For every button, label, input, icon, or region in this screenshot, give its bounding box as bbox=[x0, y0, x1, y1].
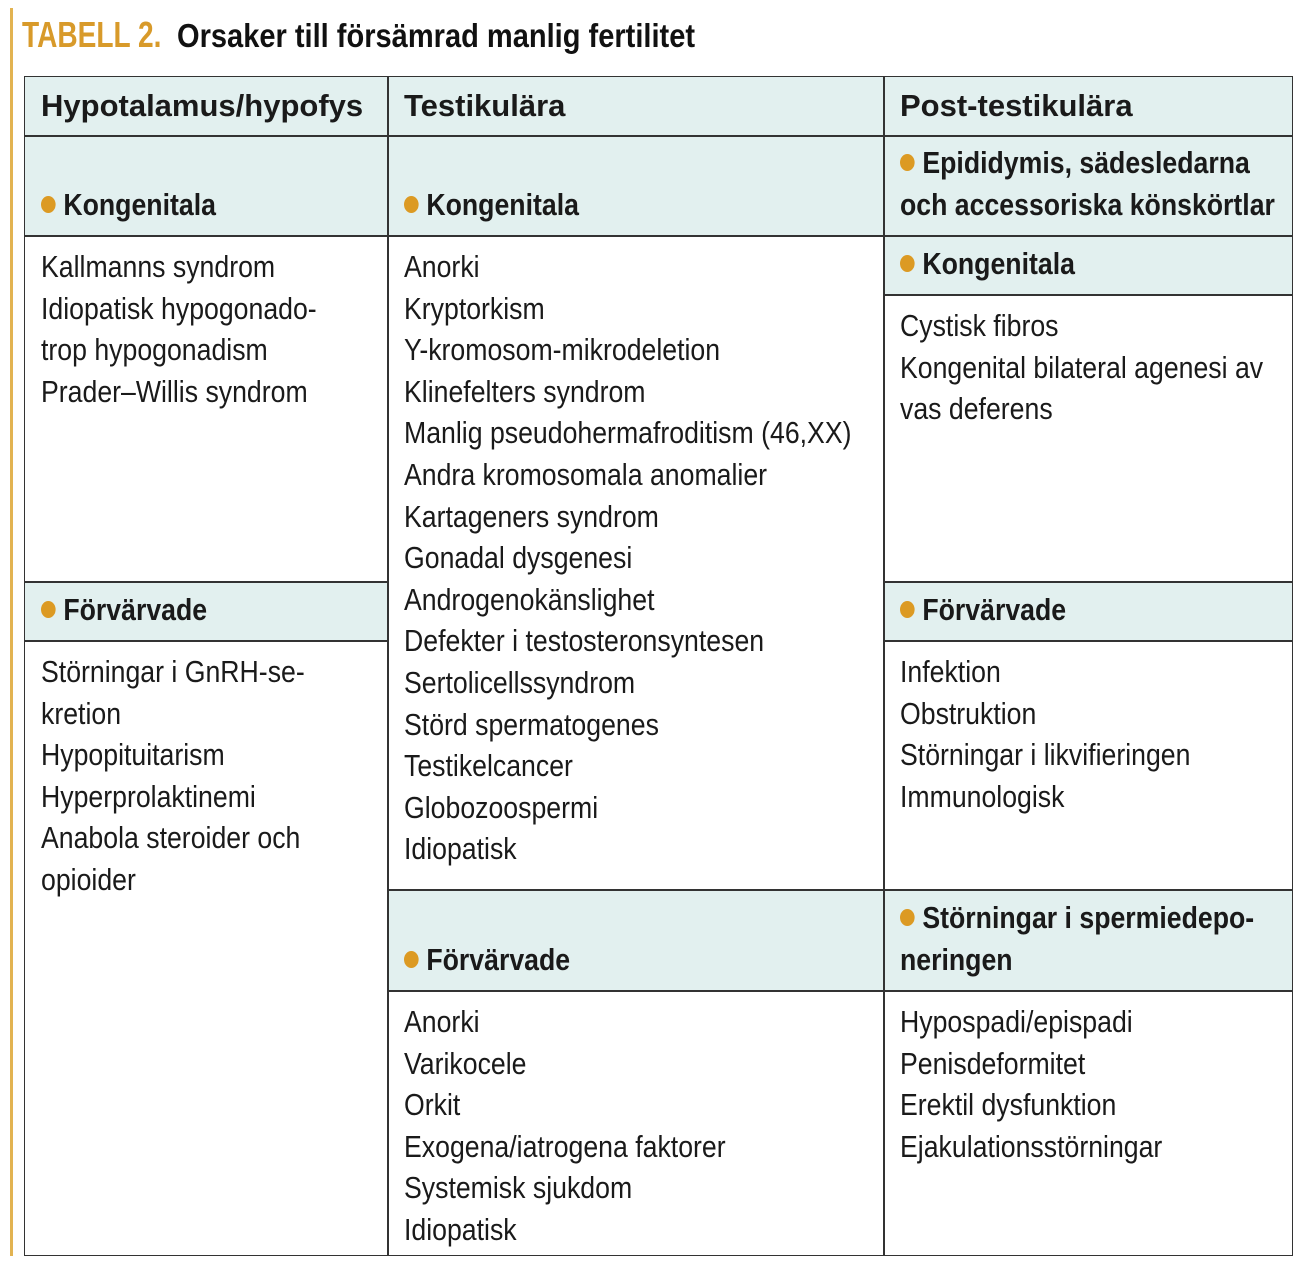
list-item: Kongenital bilateral agenesi av bbox=[900, 349, 1264, 385]
column-header-hypothalamus-label: Hypotalamus/hypofys bbox=[41, 88, 364, 123]
column-divider bbox=[387, 77, 389, 1255]
list-item: Systemisk sjukdom bbox=[404, 1170, 633, 1206]
hypothalamus-acquired-header bbox=[25, 582, 388, 641]
list-item: Manlig pseudohermafroditism (46,XX) bbox=[404, 415, 852, 451]
row-divider bbox=[25, 581, 388, 583]
post-epididymis-label-line1: Epididymis, sädesledarna bbox=[922, 145, 1250, 180]
list-item: Hypospadi/epispadi bbox=[900, 1004, 1133, 1039]
column-divider bbox=[883, 77, 885, 1255]
row-divider bbox=[25, 235, 1292, 237]
list-item: Störd spermatogenes bbox=[404, 706, 659, 742]
list-item: Andra kromosomala anomalier bbox=[404, 456, 768, 492]
testicular-acquired-header bbox=[388, 890, 884, 991]
bullet-dot-icon bbox=[404, 951, 419, 968]
list-item: Hypopituitarism bbox=[41, 737, 225, 773]
table-number: TABELL 2. bbox=[22, 14, 162, 55]
hypothalamus-congenital-label: Kongenitala bbox=[63, 187, 216, 222]
list-item: vas deferens bbox=[900, 391, 1053, 427]
bullet-dot-icon bbox=[404, 196, 419, 213]
list-item: Testikelcancer bbox=[404, 748, 573, 784]
list-item: Idiopatisk bbox=[404, 1211, 517, 1247]
testicular-congenital-list bbox=[388, 236, 884, 890]
bullet-dot-icon bbox=[900, 601, 915, 618]
testicular-acquired-list bbox=[388, 991, 884, 1255]
list-item: Y-kromosom-mikrodeletion bbox=[404, 332, 721, 368]
list-item: Sertolicellssyndrom bbox=[404, 664, 636, 700]
bullet-dot-icon bbox=[900, 909, 915, 926]
list-item: Orkit bbox=[404, 1087, 461, 1123]
list-item: Exogena/iatrogena faktorer bbox=[404, 1128, 726, 1164]
list-item: opioider bbox=[41, 861, 136, 897]
post-epididymis-label-line2: och accessoriska könskörtlar bbox=[900, 187, 1275, 222]
post-epididymis-header bbox=[884, 136, 1292, 236]
list-item: Idiopatisk bbox=[404, 831, 517, 867]
post-congenital-list bbox=[884, 295, 1292, 582]
hypothalamus-congenital-header bbox=[25, 136, 388, 236]
list-item: Infektion bbox=[900, 654, 1001, 689]
list-item: Anorki bbox=[404, 249, 480, 284]
accent-bar bbox=[10, 8, 13, 1256]
table-caption: Orsaker till försämrad manlig fertilitet bbox=[177, 17, 696, 54]
post-congenital-header bbox=[884, 236, 1292, 295]
list-item: Klinefelters syndrom bbox=[404, 373, 646, 409]
post-deposition-label-line2: neringen bbox=[900, 942, 1013, 977]
list-item: Anabola steroider och bbox=[41, 820, 301, 856]
list-item: Globozoospermi bbox=[404, 789, 599, 825]
list-item: Immunologisk bbox=[900, 778, 1065, 814]
list-item: Obstruktion bbox=[900, 695, 1037, 731]
list-item: trop hypogonadism bbox=[41, 332, 268, 368]
list-item: kretion bbox=[41, 695, 122, 731]
list-item: Kallmanns syndrom bbox=[41, 249, 276, 284]
list-item: Erektil dysfunktion bbox=[900, 1087, 1117, 1123]
list-item: Penisdeformitet bbox=[900, 1045, 1086, 1081]
list-item: Androgenokänslighet bbox=[404, 581, 655, 617]
hypothalamus-acquired-label: Förvärvade bbox=[63, 592, 208, 627]
testicular-congenital-header bbox=[388, 136, 884, 236]
list-item: Idiopatisk hypogonado- bbox=[41, 290, 317, 326]
header-divider bbox=[25, 135, 1292, 137]
row-divider bbox=[388, 889, 1292, 891]
row-divider bbox=[25, 640, 388, 642]
column-header-post bbox=[884, 77, 1292, 136]
list-item: Hyperprolaktinemi bbox=[41, 778, 256, 814]
post-deposition-label-line1: Störningar i spermiedepo- bbox=[922, 900, 1255, 935]
list-item: Prader–Willis syndrom bbox=[41, 373, 308, 409]
testicular-acquired-label: Förvärvade bbox=[426, 942, 571, 977]
list-item: Ejakulationsstörningar bbox=[900, 1128, 1163, 1164]
bullet-dot-icon bbox=[900, 255, 915, 272]
hypothalamus-congenital-list bbox=[25, 236, 388, 582]
row-divider bbox=[884, 581, 1292, 583]
post-congenital-label: Kongenitala bbox=[922, 246, 1075, 281]
post-acquired-header bbox=[884, 582, 1292, 641]
hypothalamus-acquired-list bbox=[25, 641, 388, 1255]
bullet-dot-icon bbox=[41, 196, 56, 213]
post-acquired-label: Förvärvade bbox=[922, 592, 1067, 627]
bullet-dot-icon bbox=[41, 601, 56, 618]
list-item: Störningar i likvifieringen bbox=[900, 737, 1191, 773]
list-item: Cystisk fibros bbox=[900, 308, 1059, 343]
fertility-table bbox=[24, 76, 1293, 1256]
list-item: Kartageners syndrom bbox=[404, 498, 659, 534]
column-header-testicular bbox=[388, 77, 884, 136]
bullet-dot-icon bbox=[900, 154, 915, 171]
row-divider bbox=[884, 294, 1292, 296]
table-title bbox=[22, 10, 766, 60]
column-header-hypothalamus bbox=[25, 77, 388, 136]
testicular-congenital-label: Kongenitala bbox=[426, 187, 579, 222]
column-header-testicular-label: Testikulära bbox=[404, 88, 566, 123]
list-item: Gonadal dysgenesi bbox=[404, 540, 633, 576]
post-deposition-header bbox=[884, 890, 1292, 991]
list-item: Störningar i GnRH-se- bbox=[41, 654, 305, 689]
post-deposition-list bbox=[884, 991, 1292, 1255]
column-header-post-label: Post-testikulära bbox=[900, 88, 1133, 123]
list-item: Anorki bbox=[404, 1004, 480, 1039]
post-acquired-list bbox=[884, 641, 1292, 890]
list-item: Varikocele bbox=[404, 1045, 527, 1081]
list-item: Defekter i testosteronsyntesen bbox=[404, 623, 765, 659]
list-item: Kryptorkism bbox=[404, 290, 545, 326]
row-divider bbox=[884, 640, 1292, 642]
row-divider bbox=[388, 990, 1292, 992]
